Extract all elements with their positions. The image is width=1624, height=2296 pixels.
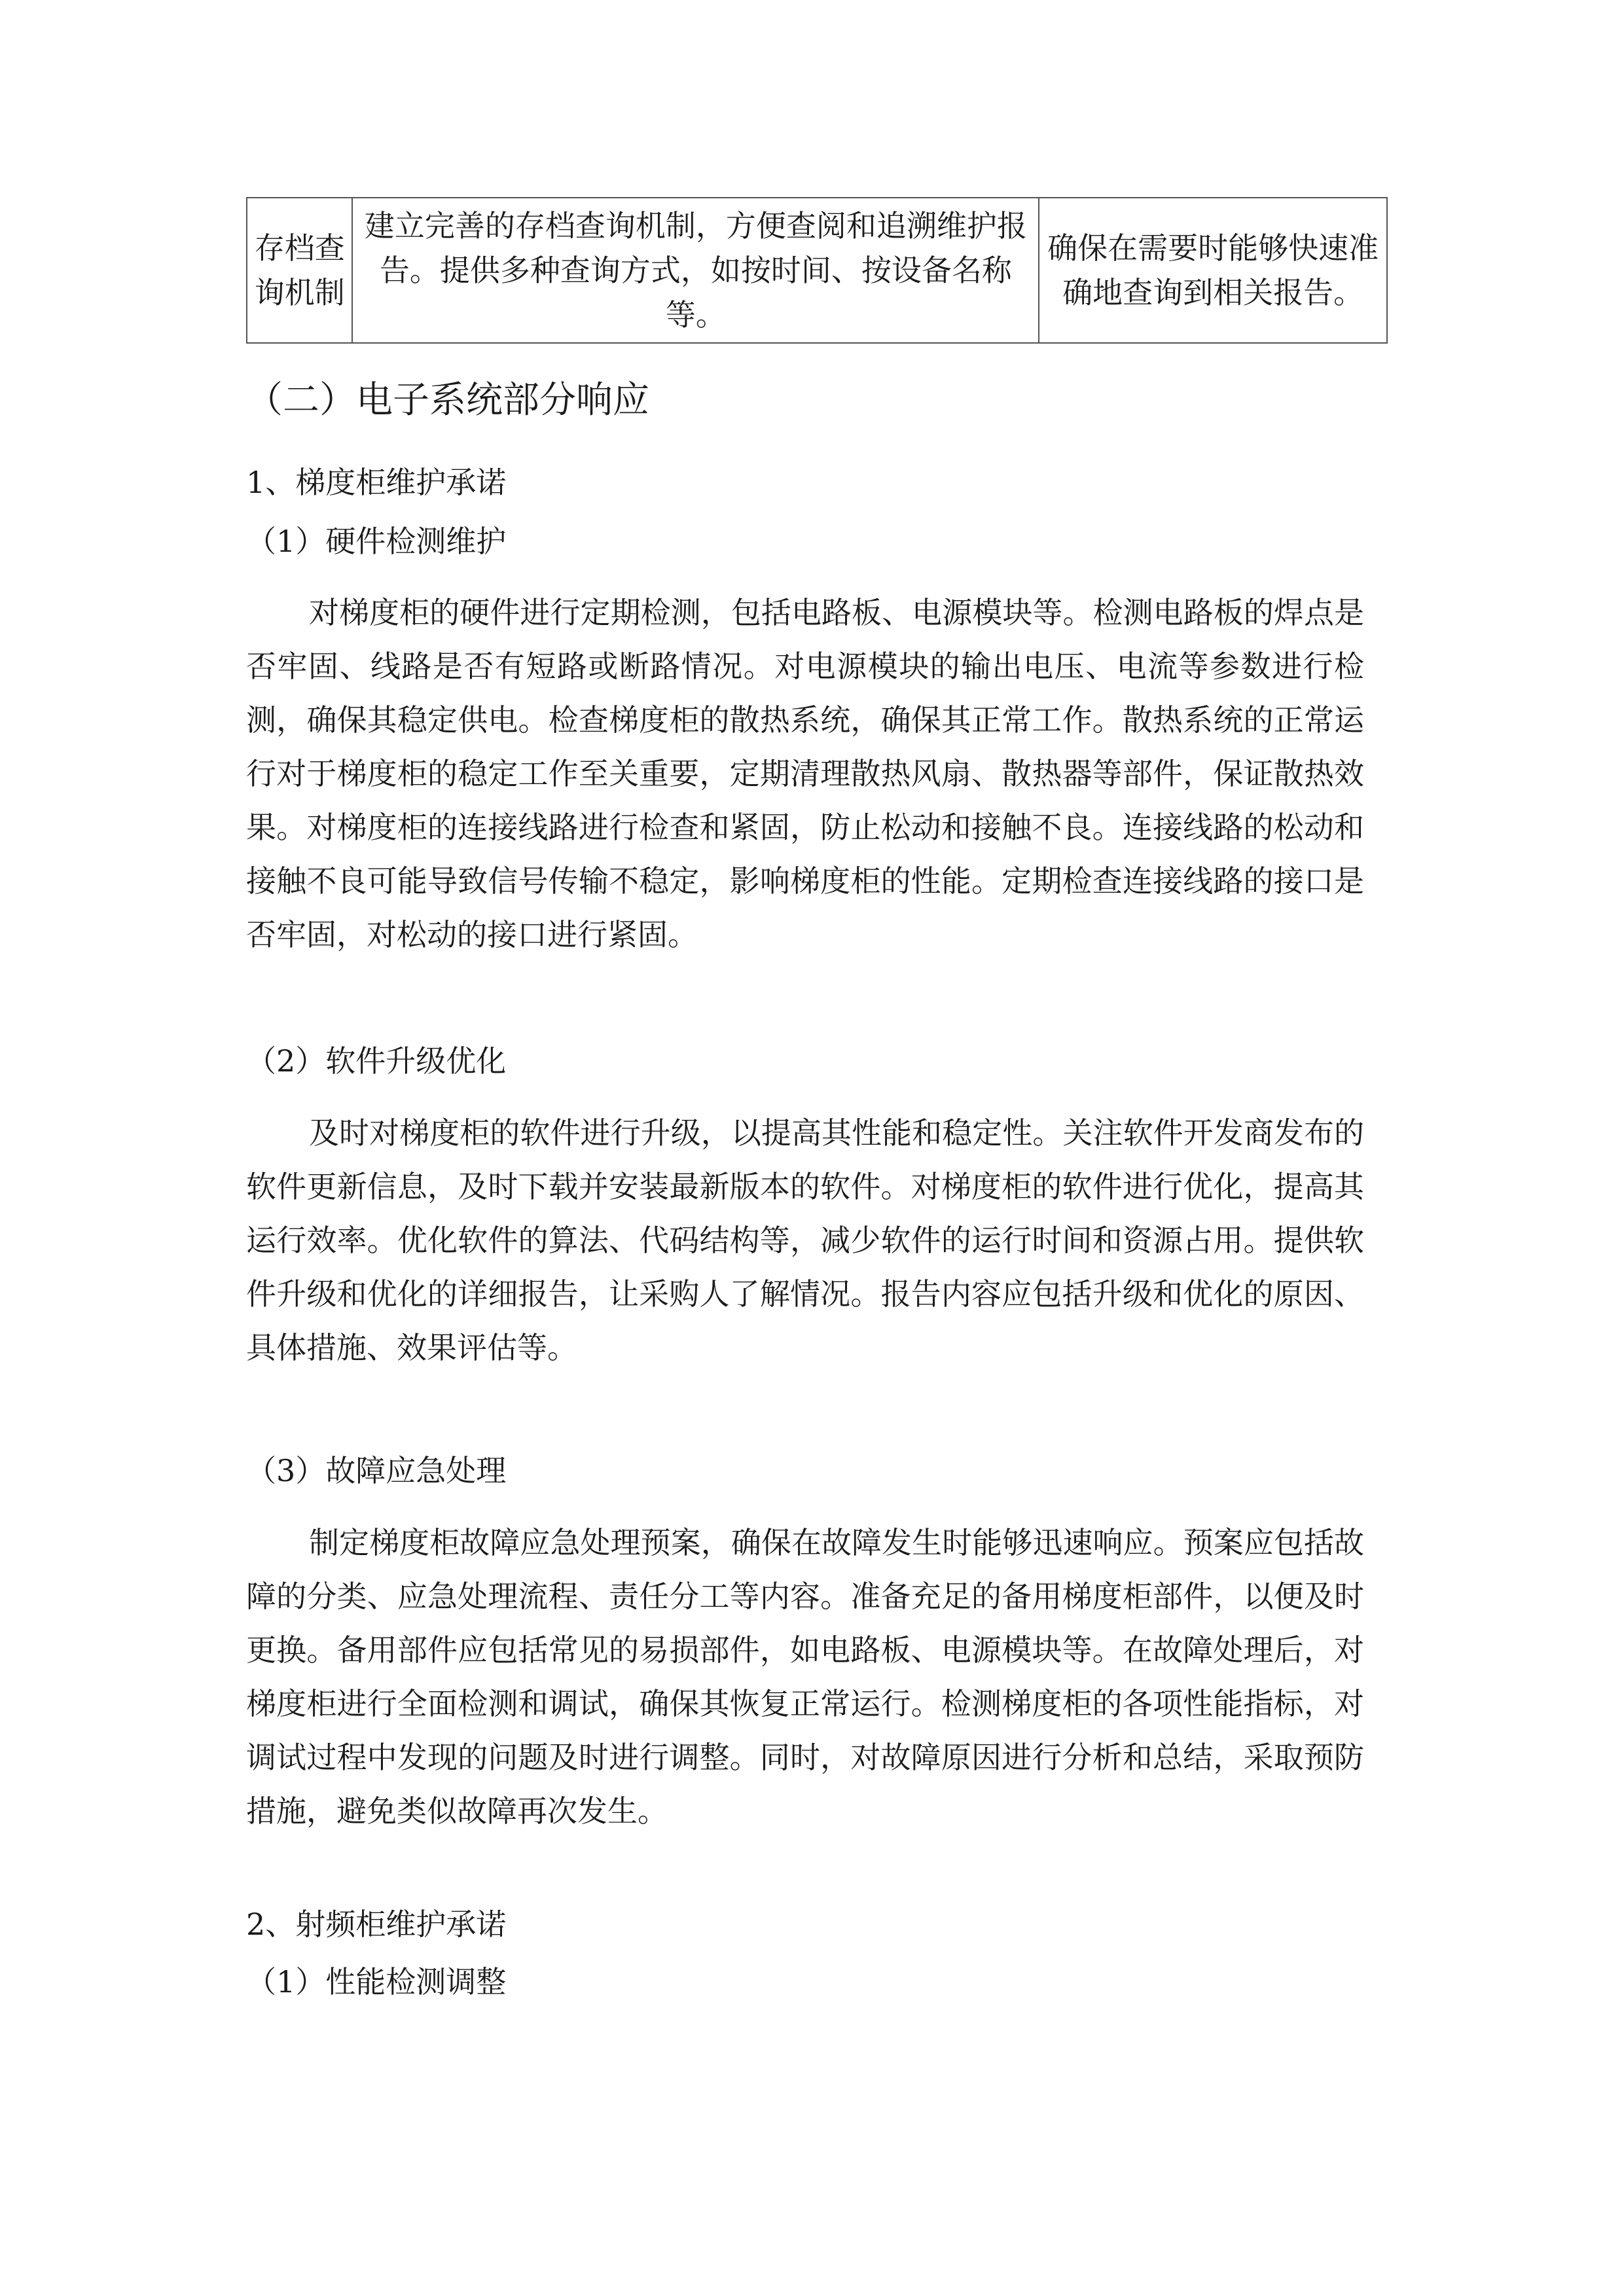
- table-row: [247, 198, 1387, 343]
- paragraph-emergency: 制定梯度柜故障应急处理预案，确保在故障发生时能够迅速响应。预案应包括故障的分类、应急处理流程、责任分工等内容。准备充足的备用梯度柜部件，以便及时更换。备用部件应包括常见的易损部件，如电路板、电源模块等。在故障处理后，对梯度柜进行全面检测和调试，确保其恢复正常运行。检测梯度柜的各项性能指标，对调试过程中发现的问题及时进行调整。同时，对故障原因进行分析和总结，采取预防措施，避免类似故障再次发生。: [246, 1525, 1364, 1829]
- item-heading-emergency: （3）故障应急处理: [246, 1453, 507, 1488]
- item-heading-performance: （1）性能检测调整: [246, 1964, 507, 2000]
- section-heading: （二）电子系统部分响应: [246, 379, 649, 422]
- table-cell-label: 存档查询机制: [247, 198, 352, 343]
- item-heading-software: （2）软件升级优化: [246, 1043, 507, 1079]
- subsection-heading-gradient-cabinet: 1、梯度柜维护承诺: [246, 465, 507, 500]
- archive-query-table: [246, 197, 1388, 344]
- paragraph-hardware: 对梯度柜的硬件进行定期检测，包括电路板、电源模块等。检测电路板的焊点是否牢固、线路是否有短路或断路情况。对电源模块的输出电压、电流等参数进行检测，确保其稳定供电。检查梯度柜的散热系统，确保其正常工作。散热系统的正常运行对于梯度柜的稳定工作至关重要，定期清理散热风扇、散热器等部件，保证散热效果。对梯度柜的连接线路进行检查和紧固，防止松动和接触不良。连接线路的松动和接触不良可能导致信号传输不稳定，影响梯度柜的性能。定期检查连接线路的接口是否牢固，对松动的接口进行紧固。: [246, 595, 1364, 952]
- table-cell-goal: 确保在需要时能够快速准确地查询到相关报告。: [1039, 198, 1387, 343]
- item-heading-hardware: （1）硬件检测维护: [246, 524, 507, 559]
- table-cell-measure: 建立完善的存档查询机制，方便查阅和追溯维护报告。提供多种查询方式，如按时间、按设备名称等。: [352, 198, 1039, 343]
- subsection-heading-rf-cabinet: 2、射频柜维护承诺: [246, 1907, 507, 1942]
- paragraph-software: 及时对梯度柜的软件进行升级，以提高其性能和稳定性。关注软件开发商发布的软件更新信息，及时下载并安装最新版本的软件。对梯度柜的软件进行优化，提高其运行效率。优化软件的算法、代码结构等，减少软件的运行时间和资源占用。提供软件升级和优化的详细报告，让采购人了解情况。报告内容应包括升级和优化的原因、具体措施、效果评估等。: [246, 1115, 1364, 1365]
